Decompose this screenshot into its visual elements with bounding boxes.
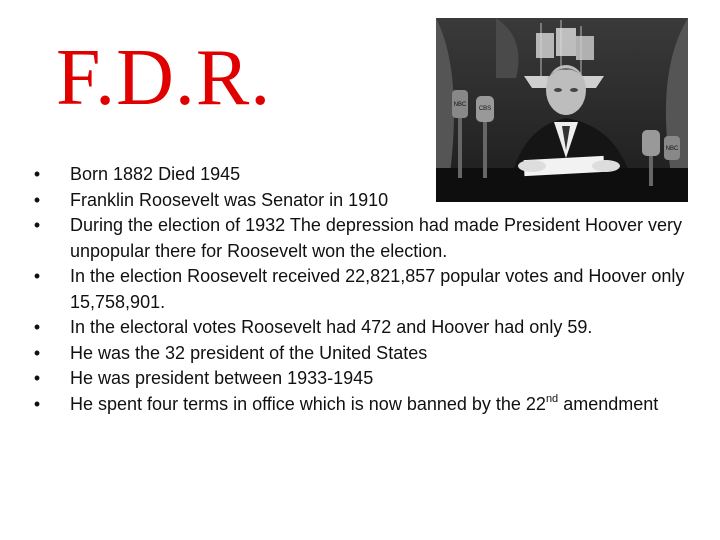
bullet-text: In the election Roosevelt received 22,821,857 popular votes and Hoover only 15,758,901. — [70, 266, 685, 312]
bullet-item — [28, 213, 708, 264]
bullet-text: During the election of 1932 The depression had made President Hoover very unpopular there for Roosevelt won the election. — [70, 215, 683, 261]
bullet-text: Born 1882 Died 1945 — [70, 164, 241, 184]
bullet-item — [28, 264, 708, 315]
bullet-text: He was the 32 president of the United States — [70, 342, 428, 363]
bullet-text: In the electoral votes Roosevelt had 472 and Hoover had only 59. — [70, 317, 593, 337]
bullet-glyph: • — [33, 266, 41, 286]
mic-label-nbc-left: NBC — [453, 102, 467, 108]
bullet-glyph: • — [33, 393, 41, 414]
bullet-glyph: • — [33, 342, 41, 363]
bullet-item — [28, 188, 708, 214]
bullet-text: He was president between 1933-1945 — [70, 368, 374, 388]
bullet-glyph: • — [33, 215, 41, 235]
bullet-item — [28, 162, 708, 188]
bullet-item — [28, 341, 708, 367]
slide-title: F.D.R. — [56, 34, 272, 122]
bullet-text: Franklin Roosevelt was Senator in 1910 — [70, 189, 389, 210]
bullet-list — [28, 162, 708, 417]
bullet-glyph: • — [33, 164, 41, 184]
bullet-glyph: • — [33, 189, 41, 210]
bullet-item — [28, 366, 708, 392]
bullet-text-after: amendment — [558, 393, 659, 414]
bullet-glyph: • — [33, 317, 41, 337]
bullet-item — [28, 392, 708, 418]
mic-label-cbs: CBS — [478, 106, 492, 112]
bullet-item — [28, 315, 708, 341]
bullet-text: He spent four terms in office which is now banned by the 22 — [70, 393, 546, 414]
ordinal-suffix: nd — [545, 392, 559, 405]
bullet-glyph: • — [33, 368, 41, 388]
mic-label-nbc-right: NBC — [665, 146, 679, 152]
